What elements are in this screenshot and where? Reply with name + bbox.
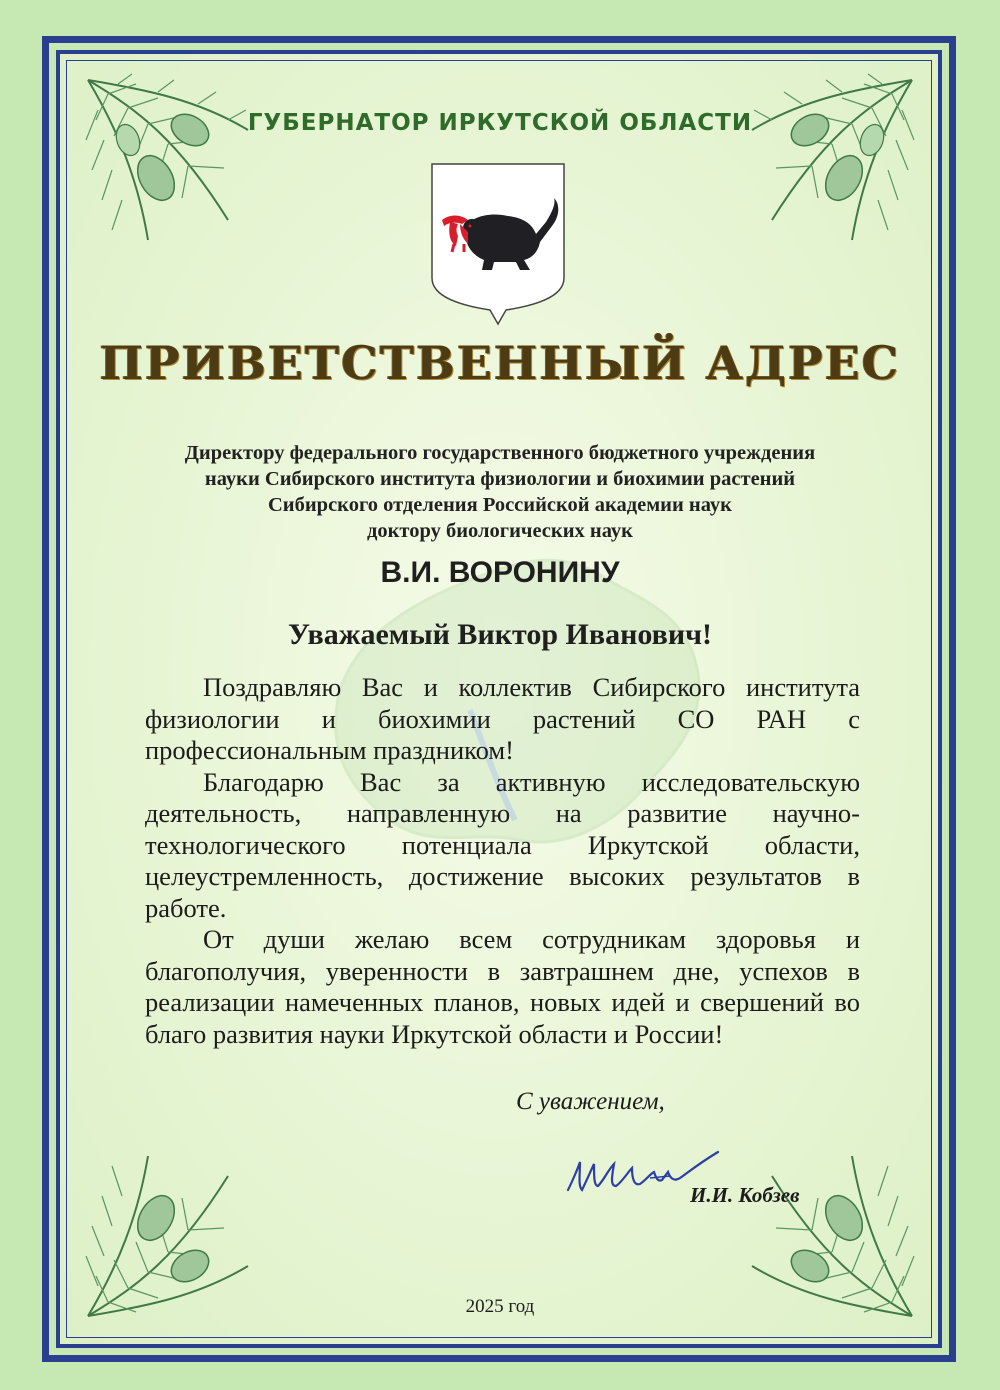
recipient-line: Сибирского отделения Российской академии наук [267,494,732,516]
pine-branch-icon [742,70,922,250]
body-paragraph: От души желаю всем сотрудникам здоровья и благополучия, уверенности в завтрашнем дне, успехов в реализации намеченных планов, новых идей и свершений во благо развития науки Иркутской области и России! [145,924,860,1049]
body-paragraph: Благодарю Вас за активную исследовательскую деятельность, направленную на развитие научно-технологического потенциала Иркутской области, целеустремленность, достижение высоких результатов в работе. [145,766,860,923]
salutation: Уважаемый Виктор Иванович! [287,618,713,651]
year: 2025 год [465,1296,535,1317]
irkutsk-coat-of-arms-icon [428,160,568,326]
body-text [145,672,860,1050]
governor-heading: ГУБЕРНАТОР ИРКУТСКОЙ ОБЛАСТИ [247,110,753,136]
recipient-line: доктору биологических наук [367,520,633,542]
recipient-line: Директору федерального государственного бюджетного учреждения [184,442,816,464]
signer-name: И.И. Кобзев [690,1183,800,1207]
body-paragraph: Поздравляю Вас и коллектив Сибирского института физиологии и биохимии растений СО РАН с профессиональным праздником! [145,672,860,765]
closing: С уважением, [516,1088,665,1115]
document-title: ПРИВЕТСТВЕННЫЙ АДРЕС [99,336,901,390]
recipient-line: науки Сибирского института физиологии и биохимии растений [204,468,796,490]
pine-branch-icon [78,70,258,250]
recipient-block [100,440,900,544]
recipient-name: В.И. ВОРОНИНУ [380,556,620,589]
